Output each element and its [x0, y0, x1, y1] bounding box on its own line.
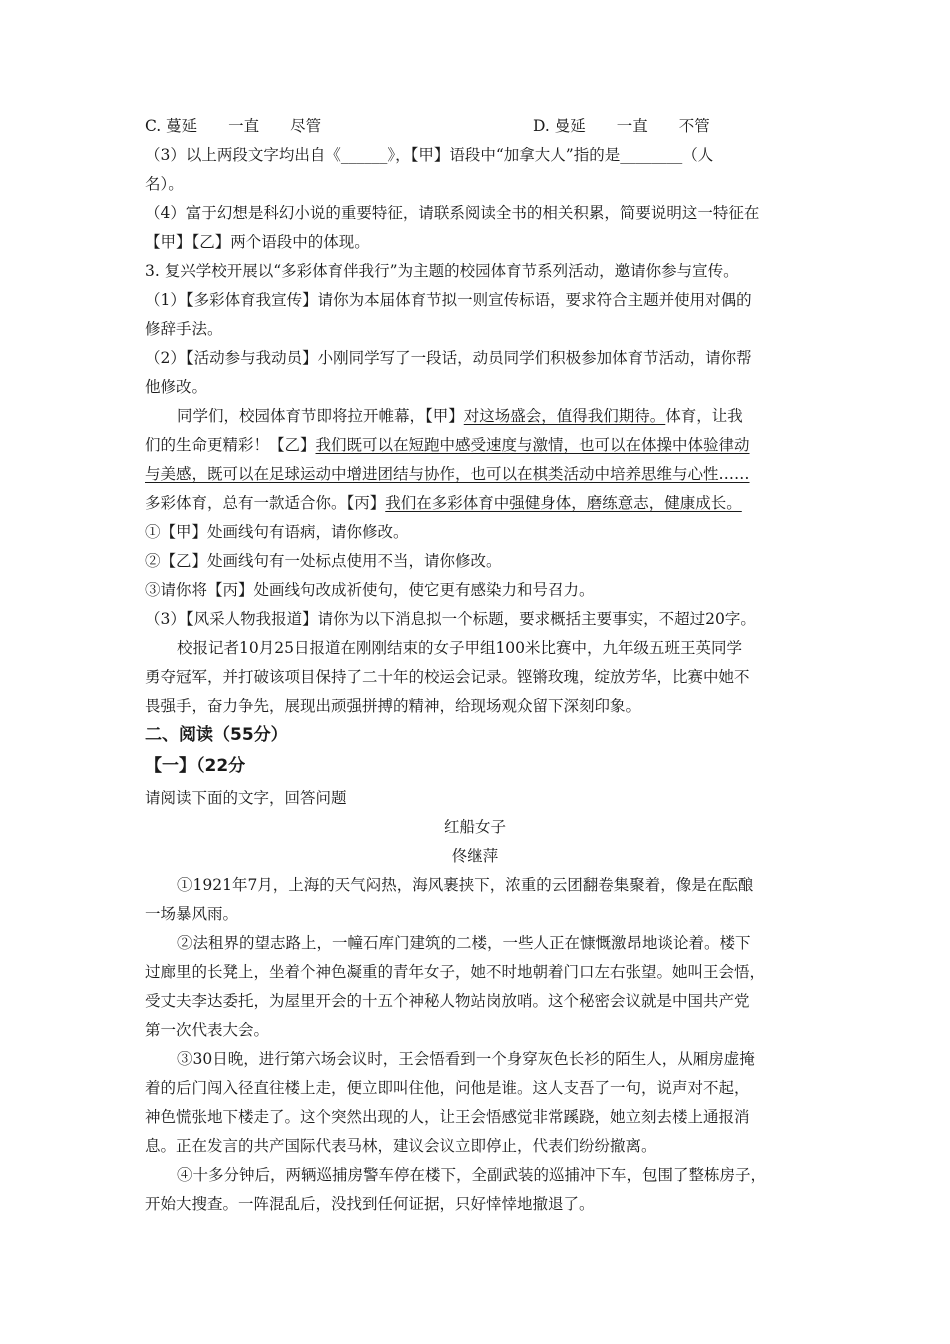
text-span: 同学们，校园体育节即将拉开帷幕，【甲】 — [177, 407, 464, 425]
subquestion-1-line-2: 修辞手法。 — [145, 320, 223, 338]
paragraph-line-3 — [145, 464, 815, 484]
paragraph-line-1 — [177, 406, 847, 426]
subquestion-1-line-1: （1）【多彩体育我宣传】请你为本届体育节拟一则宣传标语，要求符合主题并使用对偶的 — [145, 291, 752, 309]
text-span: 多彩体育，总有一款适合你。【丙】 — [145, 494, 386, 512]
problem-3-intro: 3. 复兴学校开展以“多彩体育伴我行”为主题的校园体育节系列活动，邀请你参与宣传。 — [145, 262, 739, 280]
article-p2-line-1: ②法租界的望志路上，一幢石库门建筑的二楼，一些人正在慷慨激昂地谈论着。楼下 — [177, 934, 751, 952]
article-p4-line-2: 开始大搜查。一阵混乱后，没找到任何证据，只好悻悻地撤退了。 — [145, 1195, 595, 1213]
news-line-2: 勇夺冠军，并打破该项目保持了二十年的校运会记录。铿锵玫瑰，绽放芳华，比赛中她不 — [145, 668, 750, 686]
news-line-3: 畏强手，奋力争先，展现出顽强拼搏的精神，给现场观众留下深刻印象。 — [145, 697, 642, 715]
article-p2-line-3: 受丈夫李达委托，为屋里开会的十五个神秘人物站岗放哨。这个秘密会议就是中国共产党 — [145, 992, 750, 1010]
question-4-line-2: 【甲】【乙】两个语段中的体现。 — [145, 233, 370, 251]
task-b: ②【乙】处画线句有一处标点使用不当，请你修改。 — [145, 552, 502, 570]
paragraph-line-2 — [145, 435, 815, 455]
article-title: 红船女子 — [443, 818, 506, 836]
article-p3-line-2: 着的后门闯入径直往楼上走，便立即叫住他，问他是谁。这人支吾了一句，说声对不起， — [145, 1079, 750, 1097]
task-a: ①【甲】处画线句有语病，请你修改。 — [145, 523, 409, 541]
question-3-line-2: 名）。 — [145, 175, 184, 193]
underlined-sentence-bing: 我们在多彩体育中强健身体，磨练意志，健康成长。 — [385, 494, 742, 512]
article-p4-line-1: ④十多分钟后，两辆巡捕房警车停在楼下，全副武装的巡捕冲下车，包围了整栋房子， — [177, 1166, 767, 1184]
news-line-1: 校报记者10月25日报道在刚刚结束的女子甲组100米比赛中，九年级五班王英同学 — [177, 639, 743, 657]
subquestion-2-line-2: 他修改。 — [145, 378, 208, 396]
paragraph-line-4 — [145, 493, 815, 513]
text-span: 们的生命更精彩！【乙】 — [145, 436, 316, 454]
article-p2-line-2: 过廊里的长凳上，坐着个神色凝重的青年女子，她不时地朝着门口左右张望。她叫王会悟， — [145, 963, 766, 981]
article-p1-line-1: ①1921年7月，上海的天气闷热，海风裹挟下，浓重的云团翻卷集聚着，像是在酝酿 — [177, 876, 754, 894]
question-3-line-1: （3）以上两段文字均出自《______》，【甲】语段中“加拿大人”指的是________（人 — [145, 146, 714, 164]
article-p3-line-3: 神色慌张地下楼走了。这个突然出现的人，让王会悟感觉非常蹊跷，她立刻去楼上通报消 — [145, 1108, 750, 1126]
question-4-line-1: （4）富于幻想是科幻小说的重要特征，请联系阅读全书的相关积累，简要说明这一特征在 — [145, 204, 760, 222]
subquestion-3: （3）【风采人物我报道】请你为以下消息拟一个标题，要求概括主要事实，不超过20字。 — [145, 610, 756, 628]
section-heading: 二、阅读（55分） — [145, 725, 288, 745]
subquestion-2-line-1: （2）【活动参与我动员】小刚同学写了一段话，动员同学们积极参加体育节活动，请你帮 — [145, 349, 752, 367]
underlined-sentence-yi: 我们既可以在短跑中感受速度与激情，也可以在体操中体验律动 — [315, 436, 750, 454]
option-c: C. 蔓延 一直 尽管 — [145, 117, 322, 135]
part-heading: 【一】（22分 — [145, 756, 246, 776]
article-p3-line-1: ③30日晚，进行第六场会议时，王会悟看到一个身穿灰色长衫的陌生人，从厢房虚掩 — [177, 1050, 755, 1068]
underlined-sentence-yi-cont: 与美感，既可以在足球运动中增进团结与协作，也可以在棋类活动中培养思维与心性…… — [145, 465, 750, 483]
text-span: 体育，让我 — [665, 407, 743, 425]
task-c: ③请你将【丙】处画线句改成祈使句，使它更有感染力和号召力。 — [145, 581, 595, 599]
underlined-sentence-jia: 对这场盛会，值得我们期待。 — [463, 407, 666, 425]
article-p1-line-2: 一场暴风雨。 — [145, 905, 239, 923]
article-author: 佟继萍 — [451, 847, 499, 865]
article-p2-line-4: 第一次代表大会。 — [145, 1021, 270, 1039]
option-d: D. 曼延 一直 不管 — [533, 117, 710, 135]
reading-instruction: 请阅读下面的文字，回答问题 — [145, 789, 347, 807]
article-p3-line-4: 息。正在发言的共产国际代表马林，建议会议立即停止，代表们纷纷撤离。 — [145, 1137, 657, 1155]
